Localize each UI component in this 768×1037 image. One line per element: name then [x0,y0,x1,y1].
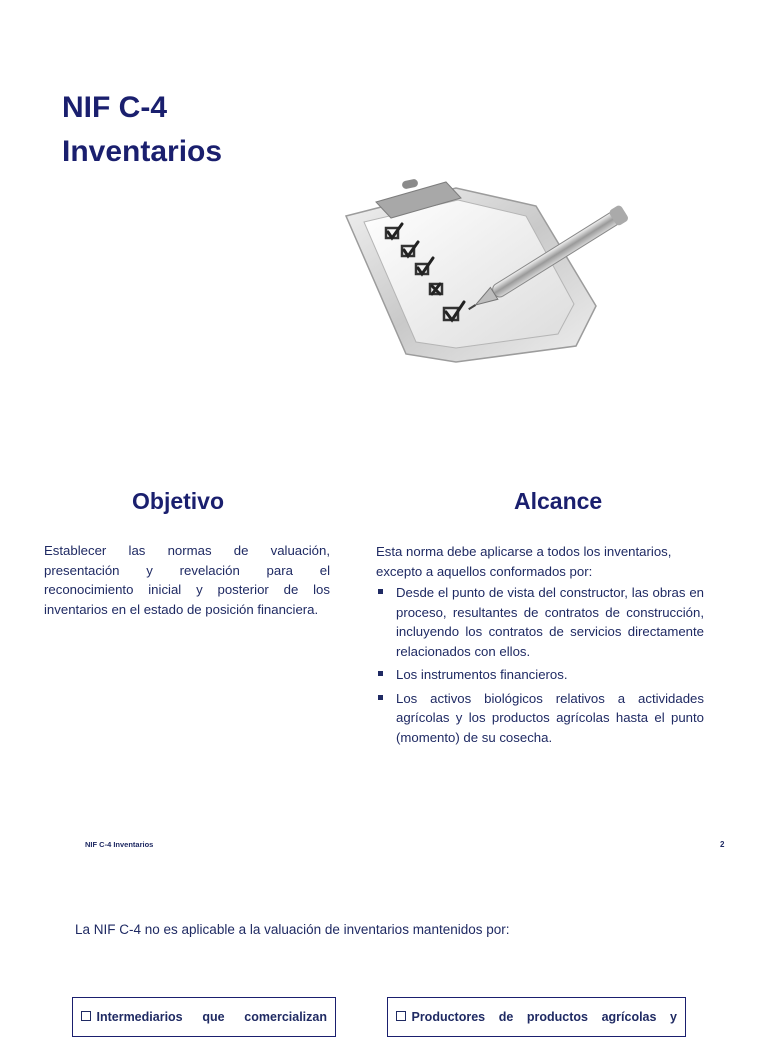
list-item [376,665,704,685]
title-line-1: NIF C-4 [62,91,167,124]
clipboard-checklist-pen-icon [336,176,646,366]
alcance-list [376,583,704,751]
box-left-word-3: comercializan [244,1010,327,1024]
box-intermediarios [72,997,336,1037]
box-right-word-2: de [498,1010,514,1024]
alcance-intro: Esta norma debe aplicarse a todos los inventarios, excepto a aquellos conformados por: [376,544,672,579]
box-left-word-1: Intermediarios [96,1010,183,1024]
objetivo-heading: Objetivo [132,488,225,514]
box-right-word-4: agrícolas [601,1010,657,1024]
box-left-word-1-group [81,1010,183,1024]
alcance-heading: Alcance [514,488,603,514]
page2-intro: La NIF C-4 no es aplicable a la valuación de inventarios mantenidos por: [75,922,510,937]
objetivo-text: Establecer las normas de valuación, presentación y revelación para el reconocimiento inicial y posterior de los inventarios en el estado de posición financiera. [44,543,330,617]
list-item [376,583,704,661]
list-item-text: Desde el punto de vista del constructor, las obras en proceso, resultantes de contratos de construcción, incluyendo los contratos de servicios directamente relacionados con ellos. [396,585,704,659]
box-right-word-5: y [670,1010,677,1024]
square-bullet-icon [378,695,383,700]
list-item [376,689,704,748]
box-productores [387,997,686,1037]
page-number: 2 [720,840,725,849]
checkbox-icon [81,1011,91,1021]
box-right-word-1-group [396,1010,485,1024]
list-item-text: Los instrumentos financieros. [396,667,568,682]
checkbox-icon [396,1011,406,1021]
box-left-word-2: que [202,1010,225,1024]
square-bullet-icon [378,589,383,594]
box-right-word-1: Productores [411,1010,486,1024]
slide-title [62,86,222,174]
box-right-word-3: productos [526,1010,588,1024]
title-line-2: Inventarios [62,135,223,168]
square-bullet-icon [378,671,383,676]
list-item-text: Los activos biológicos relativos a actividades agrícolas y los productos agrícolas hasta el punto (momento) de su cosecha. [396,690,704,745]
footer-title: NIF C-4 Inventarios [85,840,154,849]
